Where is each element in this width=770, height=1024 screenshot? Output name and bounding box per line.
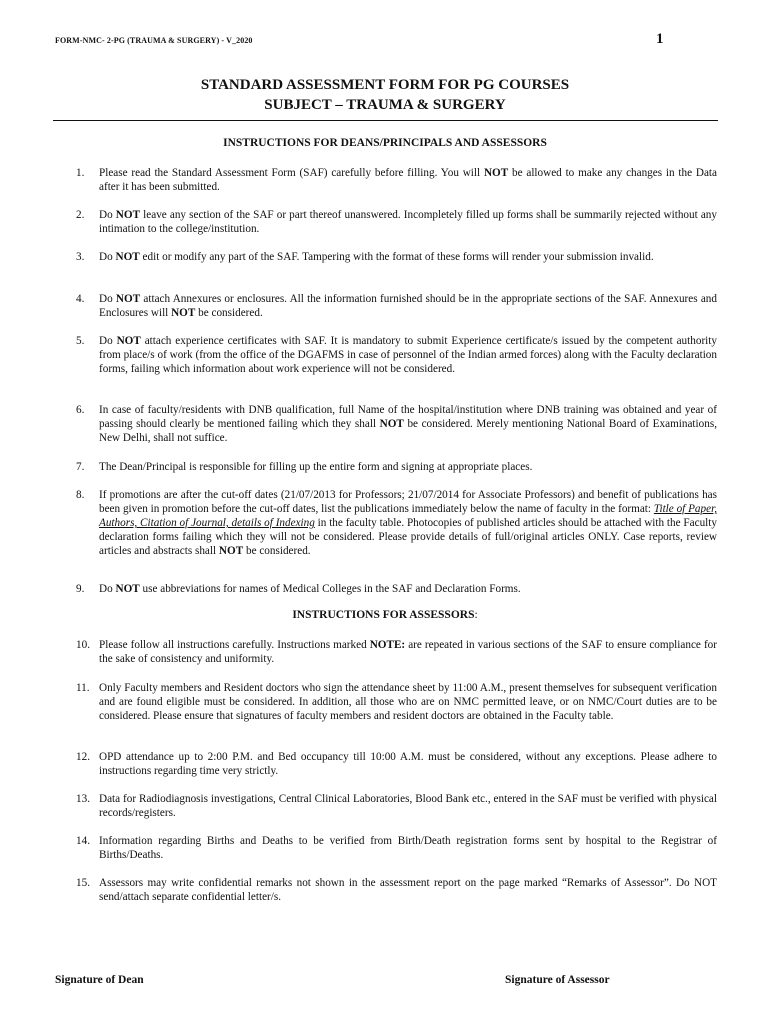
item-number: 7. <box>76 461 85 473</box>
title-divider <box>53 120 718 121</box>
item-number: 12. <box>76 751 90 763</box>
item-number: 6. <box>76 404 85 416</box>
item-text: Do NOT use abbreviations for names of Medical Colleges in the SAF and Declaration Forms. <box>99 583 521 595</box>
instruction-item <box>76 166 717 194</box>
instruction-item <box>76 403 717 445</box>
item-text: Do NOT edit or modify any part of the SAF. Tampering with the format of these forms will render your submission invalid. <box>99 251 654 263</box>
instruction-item <box>76 681 717 723</box>
item-text: Please read the Standard Assessment Form (SAF) carefully before filling. You will NOT be allowed to make any changes in the Data after it has been submitted. <box>99 167 717 193</box>
item-text: Information regarding Births and Deaths to be verified from Birth/Death registration forms sent by hospital to the Registrar of Births/Deaths. <box>99 835 717 861</box>
item-text: In case of faculty/residents with DNB qualification, full Name of the hospital/institution where DNB training was obtained and year of passing should clearly be mentioned failing which they shall NOT be considered. Merely mentioning National Board of Examinations, New Delhi, shall not suffice. <box>99 404 717 444</box>
item-number: 14. <box>76 835 90 847</box>
instruction-item <box>76 638 717 666</box>
page-number: 1 <box>656 31 664 47</box>
item-number: 11. <box>76 682 90 694</box>
item-number: 9. <box>76 583 85 595</box>
instruction-item <box>76 208 717 236</box>
form-code: FORM-NMC- 2-PG (TRAUMA & SURGERY) - V_2020 <box>55 36 253 45</box>
item-number: 13. <box>76 793 90 805</box>
instruction-item <box>76 792 717 820</box>
item-number: 8. <box>76 489 85 501</box>
item-number: 10. <box>76 639 90 651</box>
section-heading-deans: INSTRUCTIONS FOR DEANS/PRINCIPALS AND ASSESSORS <box>223 137 547 149</box>
instruction-item <box>76 460 717 474</box>
instruction-item <box>76 292 717 320</box>
item-number: 4. <box>76 293 85 305</box>
item-number: 1. <box>76 167 85 179</box>
item-number: 2. <box>76 209 85 221</box>
section-heading-assessors: INSTRUCTIONS FOR ASSESSORS: <box>292 609 478 621</box>
item-text: Only Faculty members and Resident doctors who sign the attendance sheet by 11:00 A.M., present themselves for subsequent verification and are found eligible must be considered. In addition, all those who are on NMC permitted leave, or on NMC/Court duties are to be considered. Please ensure that signatures of faculty members and resident doctors are obtained in the Faculty table. <box>99 682 717 722</box>
item-text: If promotions are after the cut-off dates (21/07/2013 for Professors; 21/07/2014 for Associate Professors) and benefit of publications has been given in promotion before the cut-off dates, list the publications immediately below the name of faculty in the format: Title of Paper, Authors, Citation of Journal, details of Indexing in the faculty table. Photocopies of published articles should be attached with the Faculty declaration forms failing which they will not be considered. Please provide details of full/original articles ONLY. Case reports, review articles and abstracts shall NOT be considered. <box>99 489 717 557</box>
instruction-item <box>76 876 717 904</box>
item-text: Do NOT attach Annexures or enclosures. All the information furnished should be in the appropriate sections of the SAF. Annexures and Enclosures will NOT be considered. <box>99 293 717 319</box>
item-number: 5. <box>76 335 85 347</box>
item-text: OPD attendance up to 2:00 P.M. and Bed occupancy till 10:00 A.M. must be considered, without any exceptions. Please adhere to instructions regarding time very strictly. <box>99 751 717 777</box>
instruction-item <box>76 750 717 778</box>
item-text: Do NOT leave any section of the SAF or part thereof unanswered. Incompletely filled up forms shall be summarily rejected without any intimation to the college/institution. <box>99 209 717 235</box>
item-text: The Dean/Principal is responsible for filling up the entire form and signing at appropriate places. <box>99 461 533 473</box>
item-text: Assessors may write confidential remarks not shown in the assessment report on the page marked “Remarks of Assessor”. Do NOT send/attach separate confidential letter/s. <box>99 877 717 903</box>
item-text: Data for Radiodiagnosis investigations, Central Clinical Laboratories, Blood Bank etc., entered in the SAF must be verified with physical records/registers. <box>99 793 717 819</box>
item-text: Please follow all instructions carefully. Instructions marked NOTE: are repeated in various sections of the SAF to ensure compliance for the sake of consistency and uniformity. <box>99 639 717 665</box>
signature-assessor-label: Signature of Assessor <box>505 974 610 986</box>
item-number: 15. <box>76 877 90 889</box>
instruction-item <box>76 334 717 376</box>
instruction-item <box>76 488 717 558</box>
instruction-item <box>76 250 717 264</box>
instruction-item <box>76 834 717 862</box>
item-number: 3. <box>76 251 85 263</box>
document-title: STANDARD ASSESSMENT FORM FOR PG COURSES <box>200 77 570 93</box>
item-text: Do NOT attach experience certificates with SAF. It is mandatory to submit Experience certificate/s issued by the competent authority from place/s of work (from the office of the DGAFMS in case of personnel of the Indian armed forces) along with the Faculty declaration forms, failing which information about work experience will not be considered. <box>99 335 717 375</box>
instruction-item <box>76 582 717 596</box>
document-subject: SUBJECT – TRAUMA & SURGERY <box>264 97 506 113</box>
signature-dean-label: Signature of Dean <box>55 974 144 986</box>
